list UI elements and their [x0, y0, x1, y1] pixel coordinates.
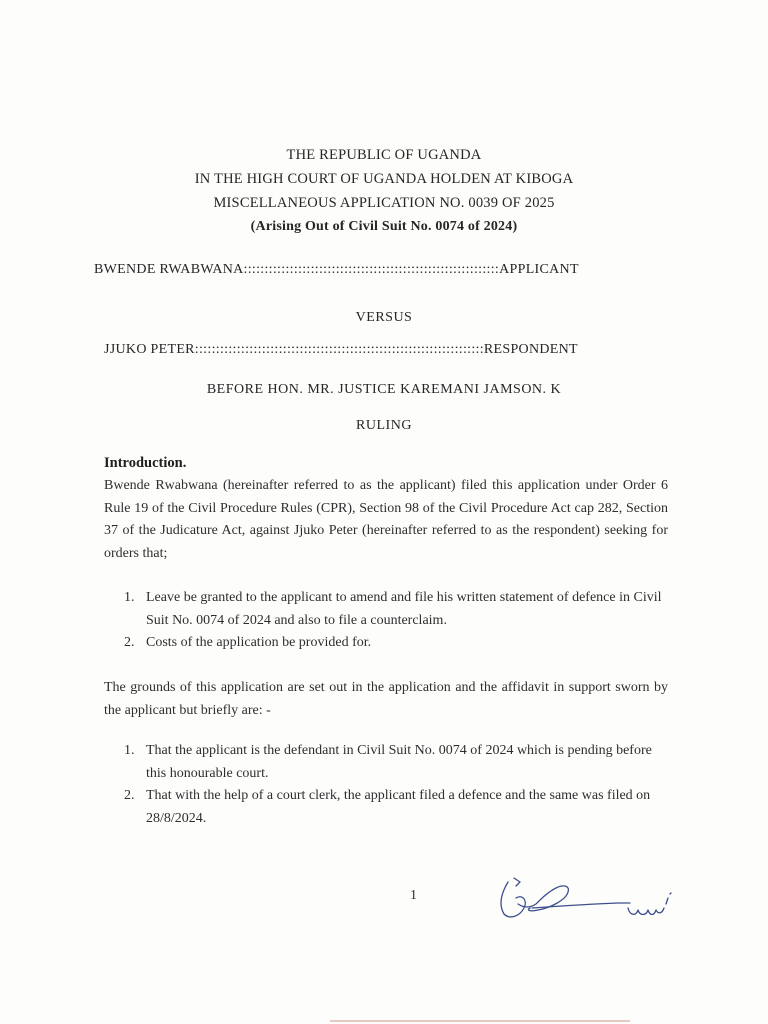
list-number: 2.: [124, 788, 135, 803]
list-number: 2.: [124, 635, 135, 650]
arising-out-of: (Arising Out of Civil Suit No. 0074 of 2024): [250, 219, 518, 234]
versus-label: VERSUS: [355, 310, 413, 325]
page-number: 1: [410, 888, 417, 903]
introduction-heading: Introduction.: [104, 455, 187, 471]
list-item: [124, 785, 668, 830]
list-text: Costs of the application be provided for.: [146, 635, 372, 650]
page-edge-line: [330, 1020, 630, 1022]
list-item: [124, 587, 668, 632]
list-number: 1.: [124, 590, 135, 605]
judge-line: BEFORE HON. MR. JUSTICE KAREMANI JAMSON. K: [206, 382, 562, 397]
applicant-line: BWENDE RWABWANA:::::::::::::::::::::::::::::::::::::::::::::::::::::::::::::APPLICANT: [94, 262, 579, 277]
list-text: That the applicant is the defendant in Civil Suit No. 0074 of 2024 which is pending before this honourable court.: [146, 743, 652, 781]
grounds-list: [124, 740, 668, 830]
introduction-paragraph: Bwende Rwabwana (hereinafter referred to as the applicant) filed this application under Order 6 Rule 19 of the Civil Procedure Rules (CPR), Section 98 of the Civil Procedure Act cap 282, Section 37 of the Judicature Act, against Jjuko Peter (hereinafter referred to as the respondent) seeking for orders that;: [104, 478, 668, 561]
respondent-line: JJUKO PETER:::::::::::::::::::::::::::::::::::::::::::::::::::::::::::::::::::::RESPONDENT: [104, 342, 578, 357]
republic-title: THE REPUBLIC OF UGANDA: [286, 147, 482, 163]
orders-list: [124, 587, 668, 655]
list-text: Leave be granted to the applicant to amend and file his written statement of defence in Civil Suit No. 0074 of 2024 and also to file a counterclaim.: [146, 590, 662, 628]
grounds-paragraph: The grounds of this application are set out in the application and the affidavit in support sworn by the applicant but briefly are: -: [104, 680, 668, 718]
application-number: MISCELLANEOUS APPLICATION NO. 0039 OF 2025: [213, 195, 555, 211]
case-heading: [0, 143, 768, 239]
court-title: IN THE HIGH COURT OF UGANDA HOLDEN AT KIBOGA: [194, 171, 574, 187]
ruling-title: RULING: [356, 418, 412, 433]
judge-signature: [490, 868, 680, 928]
list-item: [124, 740, 668, 785]
list-number: 1.: [124, 743, 135, 758]
list-item: [124, 632, 668, 655]
list-text: That with the help of a court clerk, the applicant filed a defence and the same was filed on 28/8/2024.: [146, 788, 651, 826]
